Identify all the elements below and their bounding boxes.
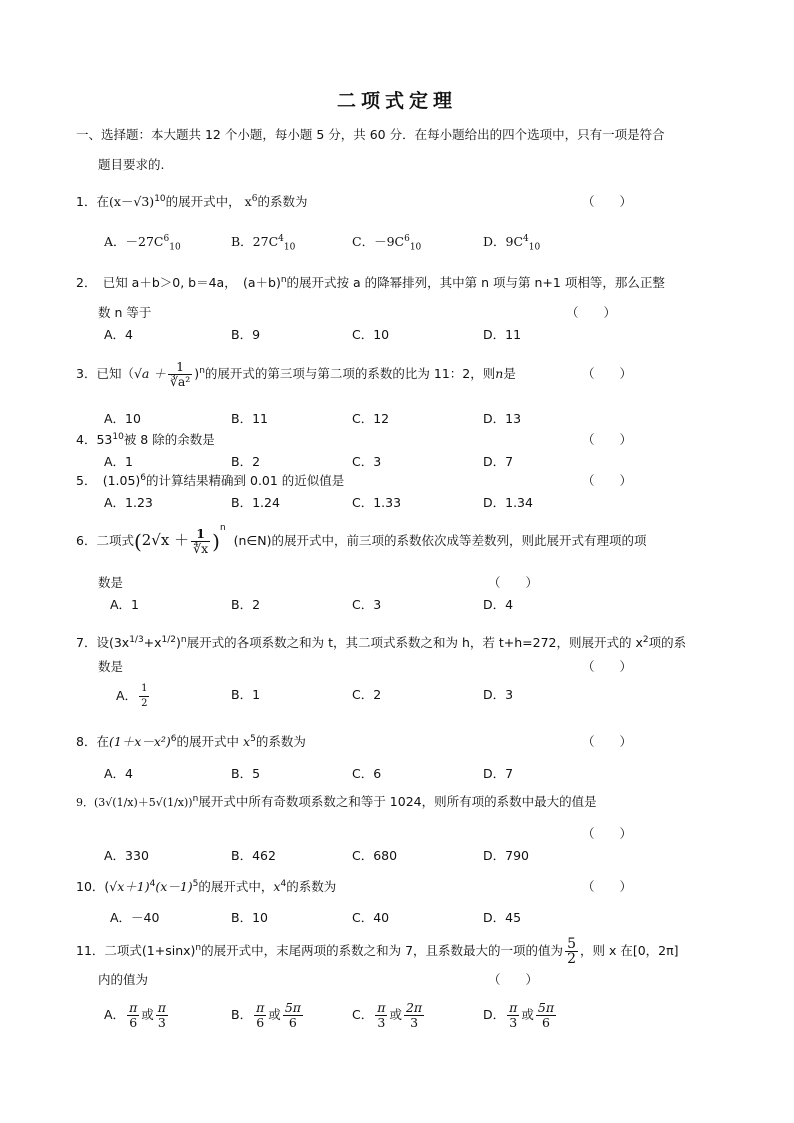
- option-a: A．1.23: [104, 495, 153, 510]
- answer-paren: （ ）: [488, 972, 539, 987]
- option-b: B．462: [231, 848, 276, 863]
- option-b: B．11: [231, 411, 268, 426]
- option-d: D．790: [483, 848, 529, 863]
- option-d: D．45: [483, 910, 522, 925]
- options: [76, 326, 726, 344]
- option-a: A．$-27C^6_{10}$: [104, 233, 181, 253]
- question-7: 7．设$(3x^{1/3}+x^{1/2})^n$展开式的各项系数之和为 t，其二项式系数之和为 h，若 t+h=272，则展开式的 $x^2$项的系 数是 （ ） A． $\frac{1}{2}$ B．1 C．2 D．3: [76, 634, 726, 708]
- option-a: A．－40: [110, 910, 160, 925]
- answer-paren: （ ）: [582, 879, 633, 894]
- option-b: B．1.24: [231, 495, 280, 510]
- answer-paren: （ ）: [488, 575, 539, 590]
- options: [76, 233, 726, 251]
- option-c: C．680: [352, 848, 398, 863]
- question-2: 2． 已知 a＋b＞0, b＝4a， $(a+b)^n$的展开式按 a 的降幂排列，其中第 n 项与第 n+1 项相等，那么正整 数 n 等于 （ ） A．4 B．9 C．10 D．11: [76, 274, 726, 344]
- option-b: B．2: [231, 597, 261, 612]
- option-a: A．10: [104, 411, 141, 426]
- options: [76, 410, 726, 428]
- option-d: D．3: [483, 687, 514, 702]
- answer-paren: （ ）: [582, 366, 633, 381]
- question-5: 5． $(1.05)^6$的计算结果精确到 0.01 的近似值是 （ ） A．1.23 B．1.24 C．1.33 D．1.34: [76, 472, 726, 512]
- options: [76, 765, 726, 783]
- option-c: C．6: [352, 766, 382, 781]
- option-c: C．12: [352, 411, 390, 426]
- page-title: 二项式定理: [336, 90, 457, 112]
- intro-line-2: 题目要求的.: [98, 157, 165, 172]
- option-c: C．$-9C^6_{10}$: [352, 233, 422, 253]
- option-c: C．3: [352, 454, 382, 469]
- options: [76, 847, 726, 865]
- question-8: 8．在$(1+x-x^2)^6$的展开式中 $x^5$的系数为 （ ） A．4 B．5 C．6 D．7: [76, 733, 726, 783]
- option-d: D． $\frac{\pi}{3}$ 或 $\frac{5\pi}{6}$: [483, 1000, 555, 1030]
- answer-paren: （ ）: [582, 432, 633, 447]
- option-d: D．13: [483, 411, 522, 426]
- option-b: B．1: [231, 687, 261, 702]
- question-6: 6．二项式(2√x ＋ $\frac{1}{∜x}$ )$^n$ (n∈N)的展开式中，前三项的系数依次成等差数列，则此展开式有理项的项 数是 （ ） A．1 B．2 C．3 D．4: [76, 518, 726, 614]
- answer-paren: （ ）: [582, 194, 633, 209]
- question-4: 4．$53^{10}$被 8 除的余数是 （ ） A．1 B．2 C．3 D．7: [76, 431, 726, 471]
- option-d: D．11: [483, 327, 522, 342]
- options: [76, 494, 726, 512]
- option-c: C． $\frac{\pi}{3}$ 或 $\frac{2\pi}{3}$: [352, 1000, 423, 1030]
- option-a: A．4: [104, 327, 134, 342]
- option-b: B． $\frac{\pi}{6}$ 或 $\frac{5\pi}{6}$: [231, 1000, 301, 1030]
- option-a: A． $\frac{\pi}{6}$ 或 $\frac{\pi}{3}$: [104, 1000, 167, 1030]
- answer-paren: （ ）: [582, 734, 633, 749]
- options: [76, 909, 726, 927]
- option-b: B．$27C^4_{10}$: [231, 233, 296, 253]
- option-d: D．7: [483, 454, 514, 469]
- question-1: 1．在$(x-√3)^{10}$的展开式中， $x^6$的系数为 （ ） A．$-27C^6_{10}$ B．$27C^4_{10}$ C．$-9C^6_{10}$ D．$9C^4_{10}$: [76, 193, 726, 251]
- option-c: C．2: [352, 687, 382, 702]
- intro-line-1: 一、选择题：本大题共 12 个小题，每小题 5 分，共 60 分．在每小题给出的四个选项中，只有一项是符合: [76, 127, 665, 142]
- option-d: D．7: [483, 766, 514, 781]
- answer-paren: （ ）: [566, 305, 617, 320]
- option-c: C．40: [352, 910, 390, 925]
- options: [76, 999, 726, 1031]
- option-c: C．1.33: [352, 495, 402, 510]
- option-d: D．1.34: [483, 495, 533, 510]
- option-a: A．330: [104, 848, 149, 863]
- option-a: A．4: [104, 766, 134, 781]
- answer-paren: （ ）: [582, 473, 633, 488]
- question-9: 9．$(3√(1/x)+5√(1/x))^n$展开式中所有奇数项系数之和等于 1024，则所有项的系数中最大的值是 （ ） A．330 B．462 C．680 D．790: [76, 793, 726, 865]
- option-a: A．1: [104, 454, 134, 469]
- option-b: B．10: [231, 910, 268, 925]
- question-11: 11．二项式$(1+\sin x)^n$的展开式中，末尾两项的系数之和为 7，且系数最大的一项的值为 $\frac{5}{2}$ ，则 x 在[0，2π] 内的值为 （ ） A． $\frac{\pi}{6}$ 或 $\frac{\pi}{3}$ B． $\frac{\pi}{6}$ 或 $\frac{5\pi}{6}$ C． $\frac{\pi}{3}$ 或 $\frac{2\pi}{3}$ D． $\frac{\pi}{3}$ 或 $\frac{5\pi}{6}$: [76, 934, 726, 1031]
- option-b: B．9: [231, 327, 261, 342]
- option-d: D．4: [483, 597, 514, 612]
- answer-paren: （ ）: [582, 826, 633, 841]
- options: [76, 682, 726, 708]
- option-a: A． $\frac{1}{2}$: [116, 683, 148, 709]
- option-d: D．$9C^4_{10}$: [483, 233, 541, 253]
- section-intro: [76, 120, 726, 180]
- option-b: B．2: [231, 454, 261, 469]
- question-10: 10．$(√x+1)^4(x-1)^5$的展开式中，$x^4$的系数为 （ ） A．－40 B．10 C．40 D．45: [76, 878, 726, 927]
- option-b: B．5: [231, 766, 261, 781]
- question-3: 3．已知（√a ＋ $\frac{1}{\text{∛a²}}$ )$^n$的展开式的第三项与第二项的系数的比为 11：2，则n是 （ ） A．10 B．11 C．12 D．13: [76, 354, 726, 428]
- answer-paren: （ ）: [582, 659, 633, 674]
- options: [76, 453, 726, 471]
- option-c: C．3: [352, 597, 382, 612]
- options: [76, 596, 726, 614]
- option-c: C．10: [352, 327, 390, 342]
- option-a: A．1: [110, 597, 140, 612]
